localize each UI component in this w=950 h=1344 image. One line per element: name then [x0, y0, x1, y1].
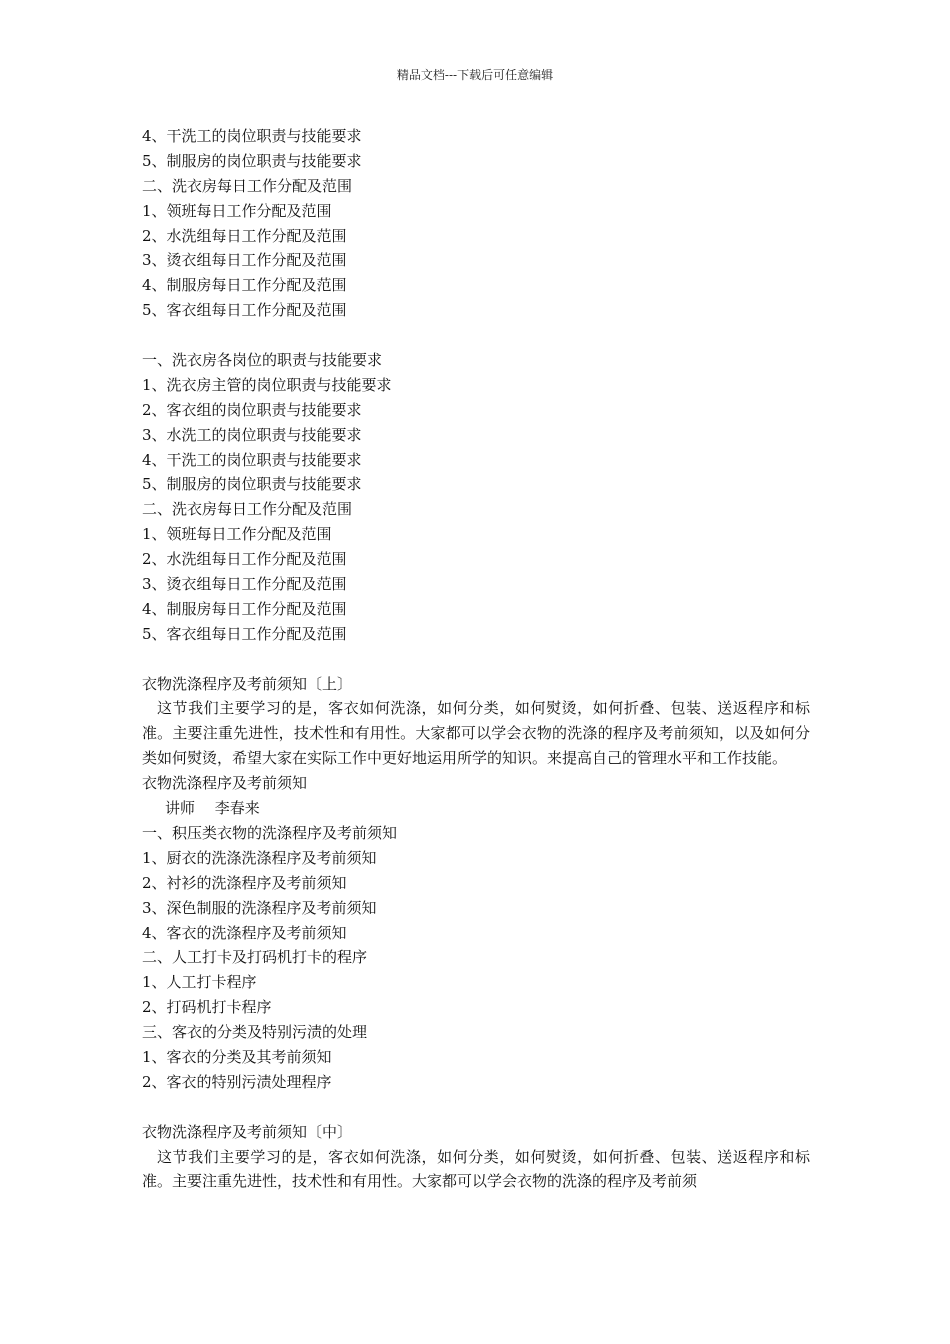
list-item: 3、水洗工的岗位职责与技能要求: [142, 425, 362, 444]
list-item: 4、干洗工的岗位职责与技能要求: [142, 450, 362, 469]
list-item: 二、洗衣房每日工作分配及范围: [142, 176, 353, 195]
list-item: 5、制服房的岗位职责与技能要求: [142, 475, 362, 494]
section-title: 衣物洗涤程序及考前须知〔中〕: [142, 1122, 353, 1141]
spacer: [142, 323, 810, 348]
list-item: 1、洗衣房主管的岗位职责与技能要求: [142, 375, 392, 394]
list-item: 3、深色制服的洗涤程序及考前须知: [142, 898, 377, 917]
list-item: 5、客衣组每日工作分配及范围: [142, 624, 347, 643]
list-item: 二、人工打卡及打码机打卡的程序: [142, 948, 368, 967]
spacer: [142, 1095, 810, 1120]
list-item: 3、烫衣组每日工作分配及范围: [142, 251, 347, 270]
list-item: 2、水洗组每日工作分配及范围: [142, 226, 347, 245]
list-block-1: [142, 124, 810, 323]
list-item: 5、客衣组每日工作分配及范围: [142, 301, 347, 320]
list-item: 二、洗衣房每日工作分配及范围: [142, 500, 353, 519]
section-upper: [142, 672, 810, 1095]
list-item: 1、领班每日工作分配及范围: [142, 525, 332, 544]
list-item: 1、厨衣的洗涤洗涤程序及考前须知: [142, 848, 377, 867]
list-item: 2、打码机打卡程序: [142, 998, 272, 1017]
list-item: 一、积压类衣物的洗涤程序及考前须知: [142, 823, 398, 842]
spacer: [142, 647, 810, 672]
list-item: 1、客衣的分类及其考前须知: [142, 1048, 332, 1066]
list-item: 4、客衣的洗涤程序及考前须知: [142, 923, 347, 942]
list-item: 1、人工打卡程序: [142, 973, 257, 992]
list-item: 2、客衣组的岗位职责与技能要求: [142, 400, 362, 419]
list-item: 三、客衣的分类及特别污渍的处理: [142, 1023, 368, 1042]
document-body: [142, 124, 810, 1194]
page-header: 精品文档---下载后可任意编辑: [396, 68, 554, 82]
section-title: 衣物洗涤程序及考前须知〔上〕: [142, 674, 353, 693]
list-item: 2、客衣的特别污渍处理程序: [142, 1072, 332, 1091]
list-item: 4、制服房每日工作分配及范围: [142, 276, 347, 295]
list-item: 一、洗衣房各岗位的职责与技能要求: [142, 351, 383, 370]
lecturer-line: 讲师 李春来: [165, 799, 260, 818]
list-item: 5、制服房的岗位职责与技能要求: [142, 151, 362, 170]
intro-paragraph: 这节我们主要学习的是，客衣如何洗涤，如何分类，如何熨烫，如何折叠、包装、送返程序和标准。主要注重先进性，技术性和有用性。大家都可以学会衣物的洗涤的程序及考前须: [142, 1147, 810, 1191]
course-title: 衣物洗涤程序及考前须知: [142, 774, 308, 793]
list-item: 2、衬衫的洗涤程序及考前须知: [142, 873, 347, 892]
list-item: 4、制服房每日工作分配及范围: [142, 599, 347, 618]
list-item: 4、干洗工的岗位职责与技能要求: [142, 127, 362, 145]
list-block-2: [142, 348, 810, 647]
section-middle: [142, 1120, 810, 1195]
list-item: 1、领班每日工作分配及范围: [142, 201, 332, 220]
list-item: 2、水洗组每日工作分配及范围: [142, 550, 347, 569]
list-item: 3、烫衣组每日工作分配及范围: [142, 575, 347, 594]
intro-paragraph: 这节我们主要学习的是，客衣如何洗涤，如何分类，如何熨烫，如何折叠、包装、送返程序和标准。主要注重先进性，技术性和有用性。大家都可以学会衣物的洗涤的程序及考前须知，以及如何分类如何熨烫，希望大家在实际工作中更好地运用所学的知识。来提高自己的管理水平和工作技能。: [142, 699, 810, 768]
